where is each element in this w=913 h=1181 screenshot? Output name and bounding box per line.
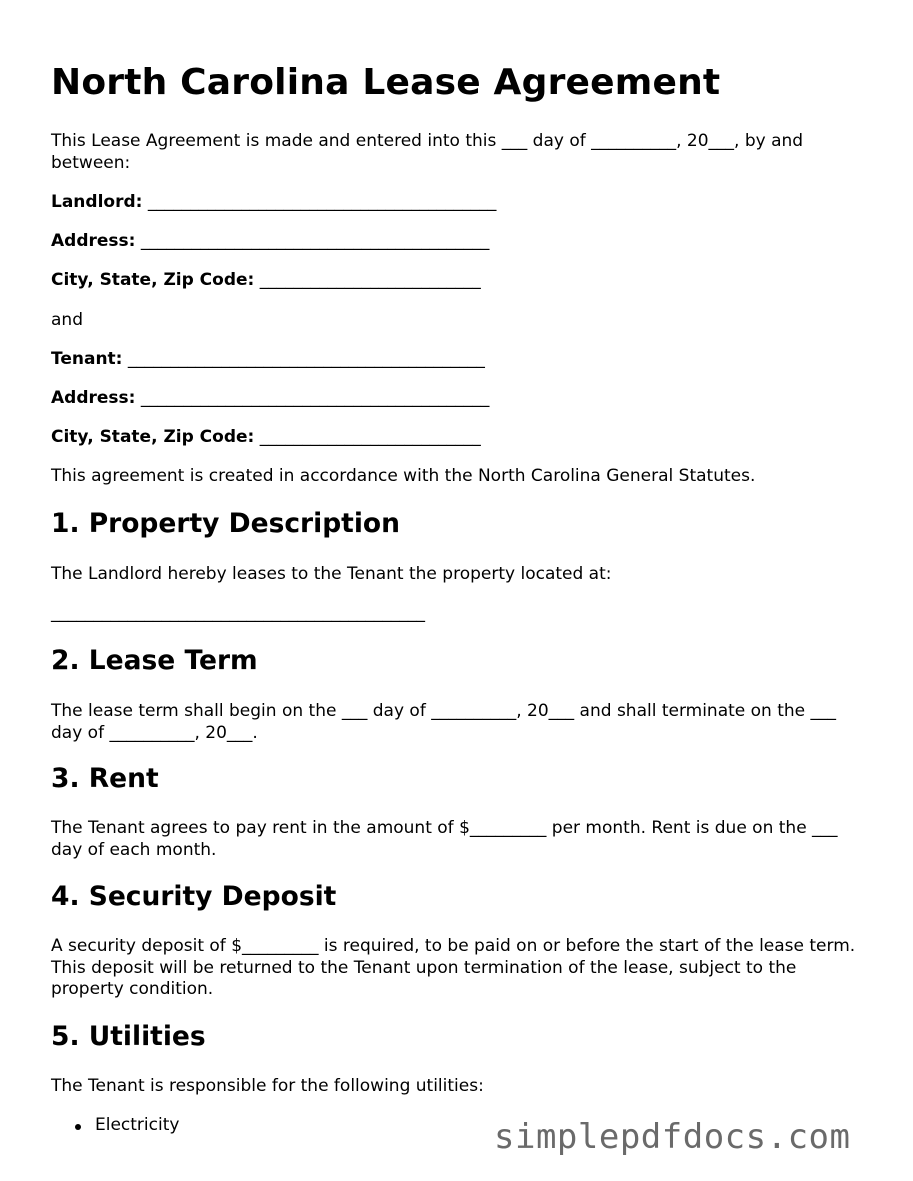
rent-text: The Tenant agrees to pay rent in the amount of $_________ per month. Rent is due on the ___ day of each month.: [51, 818, 838, 860]
tenant-name-label: Tenant:: [51, 349, 123, 369]
landlord-name-blank: _________________________________________: [142, 192, 497, 212]
list-item: [51, 1115, 179, 1137]
landlord-name-label: Landlord:: [51, 192, 143, 212]
utilities-list: [51, 1115, 179, 1137]
property-blank: ____________________________________________: [51, 603, 425, 623]
tenant-city-line: [51, 427, 856, 449]
statute-text: This agreement is created in accordance with the North Carolina General Statutes.: [51, 466, 756, 486]
bullet-icon: [75, 1124, 81, 1130]
landlord-name-line: [51, 192, 856, 214]
section-heading-term: 2. Lease Term: [51, 645, 258, 676]
tenant-city-blank: __________________________: [254, 427, 481, 447]
section-heading-property: 1. Property Description: [51, 508, 401, 539]
term-text: The lease term shall begin on the ___ day of __________, 20___ and shall terminate on the ___ day of __________, 20___.: [51, 701, 837, 743]
intro-paragraph: This Lease Agreement is made and entered into this ___ day of __________, 20___, by and between:: [51, 131, 804, 173]
landlord-city-label: City, State, Zip Code:: [51, 270, 255, 290]
section-heading-deposit: 4. Security Deposit: [51, 881, 337, 912]
property-text: The Landlord hereby leases to the Tenant the property located at:: [51, 564, 612, 584]
tenant-address-label: Address:: [51, 388, 136, 408]
utilities-text: The Tenant is responsible for the following utilities:: [51, 1076, 484, 1096]
tenant-address-blank: _________________________________________: [135, 388, 490, 408]
landlord-address-line: [51, 231, 856, 253]
document-title: North Carolina Lease Agreement: [51, 62, 721, 103]
tenant-address-line: [51, 388, 856, 410]
landlord-address-label: Address:: [51, 231, 136, 251]
landlord-city-line: [51, 270, 856, 292]
watermark-text: simplepdfdocs.com: [494, 1117, 851, 1157]
and-text: and: [51, 310, 83, 330]
deposit-text: A security deposit of $_________ is required, to be paid on or before the start of the lease term. This deposit will be returned to the Tenant upon termination of the lease, subject to the property condition.: [51, 936, 856, 999]
tenant-name-line: [51, 349, 856, 371]
tenant-city-label: City, State, Zip Code:: [51, 427, 255, 447]
landlord-city-blank: __________________________: [254, 270, 481, 290]
landlord-address-blank: _________________________________________: [135, 231, 490, 251]
section-heading-rent: 3. Rent: [51, 763, 159, 794]
utility-item-label: Electricity: [95, 1115, 180, 1135]
tenant-name-blank: __________________________________________: [122, 349, 485, 369]
section-heading-utilities: 5. Utilities: [51, 1021, 206, 1052]
